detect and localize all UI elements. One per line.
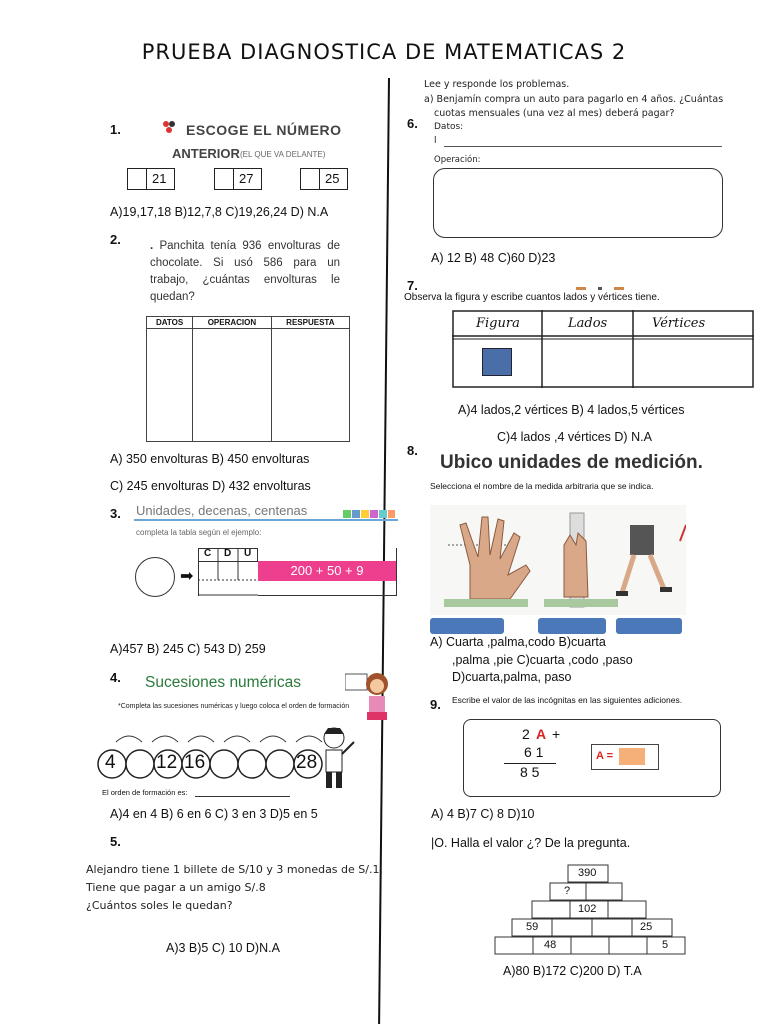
q7-header-vertices: Vértices xyxy=(652,316,706,331)
q1-box-1: 21 xyxy=(127,168,175,190)
q1-heading-2: ANTERIOR xyxy=(172,146,240,161)
q6-datos-line xyxy=(444,146,722,147)
q2-header-datos: DATOS xyxy=(147,317,193,329)
q8-images xyxy=(430,505,686,615)
q3-heading-underline xyxy=(134,519,398,521)
q9-number: 9. xyxy=(430,697,441,712)
q10-title: |O. Halla el valor ¿? De la pregunta. xyxy=(431,836,631,850)
q7-options-1: A)4 lados,2 vértices B) 4 lados,5 vértices xyxy=(458,403,685,417)
q8-options-1: A) Cuarta ,palma,codo B)cuarta xyxy=(430,635,606,649)
pyramid-cell: 102 xyxy=(578,903,597,915)
colorful-letters-icon xyxy=(343,506,395,516)
q3-options: A)457 B) 245 C) 543 D) 259 xyxy=(110,642,266,656)
q7-header-figura: Figura xyxy=(476,316,520,331)
q3-instruction: completa la tabla según el ejemplo: xyxy=(136,528,262,537)
q8-answer-button-2[interactable] xyxy=(538,618,606,634)
q8-options-3: D)cuarta,palma, paso xyxy=(452,670,572,684)
q6-datos: Datos: xyxy=(434,122,464,132)
q8-answer-button-3[interactable] xyxy=(616,618,682,634)
q5-line-3: ¿Cuántos soles le quedan? xyxy=(86,899,233,912)
q4-number: 4. xyxy=(110,670,121,685)
q1-number: 1. xyxy=(110,122,121,137)
q5-line-2: Tiene que pagar a un amigo S/.8 xyxy=(86,881,266,894)
q3-heading: Unidades, decenas, centenas xyxy=(136,503,308,518)
q9-instruction: Escribe el valor de las incógnitas en las siguientes adiciones. xyxy=(452,695,683,705)
pinwheel-icon xyxy=(162,120,176,134)
q1-heading-note: (EL QUE VA DELANTE) xyxy=(240,150,326,159)
q8-options-2: ,palma ,pie C)cuarta ,codo ,paso xyxy=(452,653,633,667)
q6-text-1: a) Benjamín compra un auto para pagarlo en 4 años. ¿Cuántas xyxy=(424,94,724,105)
q6-operacion: Operación: xyxy=(434,155,481,165)
column-divider xyxy=(378,78,390,1024)
q4-order-line xyxy=(195,796,290,797)
q7-options-2: C)4 lados ,4 vértices D) N.A xyxy=(497,430,652,444)
q5-number: 5. xyxy=(110,834,121,849)
q8-instruction: Selecciona el nombre de la medida arbitraria que se indica. xyxy=(430,481,654,491)
pyramid-cell: ? xyxy=(564,885,571,897)
q9-panel: 2 A + 6 1 8 5 A = xyxy=(463,719,721,797)
q8-answer-button-1[interactable] xyxy=(430,618,504,634)
q10-options: A)80 B)172 C)200 D) T.A xyxy=(503,964,642,978)
seq-item: 4 xyxy=(105,752,116,773)
q3-place-value-table: C D U xyxy=(198,548,258,596)
q4-order-label: El orden de formación es: xyxy=(102,788,188,797)
seq-item: 28 xyxy=(296,752,318,773)
q3-circle xyxy=(135,557,175,597)
q9-answer-box[interactable]: A = xyxy=(591,744,659,770)
q6-number: 6. xyxy=(407,116,418,131)
q1-box-2: 27 xyxy=(214,168,262,190)
q7-header-lados: Lados xyxy=(568,316,608,331)
q5-line-1: Alejandro tiene 1 billete de S/10 y 3 monedas de S/.1. xyxy=(86,863,383,876)
pirate-illustration-icon xyxy=(312,724,358,794)
pyramid-cell: 390 xyxy=(578,867,597,879)
pyramid-cell: 5 xyxy=(662,939,669,951)
seq-item: 12 xyxy=(156,752,178,773)
q10-pyramid xyxy=(494,864,686,958)
pyramid-cell: 59 xyxy=(526,921,539,933)
q7-table xyxy=(452,310,754,388)
q2-text: . Panchita tenía 936 envolturas de chocolate. Si usó 586 para un trabajo, ¿cuántas envolturas le quedan? xyxy=(150,240,340,303)
q9-options: A) 4 B)7 C) 8 D)10 xyxy=(431,807,535,821)
arrow-right-icon: ➡ xyxy=(180,568,194,585)
q7-instruction: Observa la figura y escribe cuantos lados y vértices tiene. xyxy=(404,292,660,303)
q3-example-bar: 200 + 50 + 9 xyxy=(258,561,396,581)
q7-decoration xyxy=(576,277,624,280)
q2-header-respuesta: RESPUESTA xyxy=(271,317,349,329)
q1-heading: ESCOGE EL NÚMERO xyxy=(186,122,342,138)
q6-operation-box[interactable] xyxy=(433,168,723,238)
q2-number: 2. xyxy=(110,232,121,247)
q4-options: A)4 en 4 B) 6 en 6 C) 3 en 3 D)5 en 5 xyxy=(110,807,318,821)
page-title: PRUEBA DIAGNOSTICA DE MATEMATICAS 2 xyxy=(141,40,627,64)
q4-heading: Sucesiones numéricas xyxy=(145,674,301,691)
q3-table-edge xyxy=(396,548,397,596)
pyramid-cell: 25 xyxy=(640,921,653,933)
q1-box-3: 25 xyxy=(300,168,348,190)
q2-header-operacion: OPERACION xyxy=(193,317,272,329)
pyramid-cell: 48 xyxy=(544,939,557,951)
q3-answer-line xyxy=(258,595,396,596)
q4-instruction: *Completa las sucesiones numéricas y luego coloca el orden de formación xyxy=(118,703,350,710)
q8-heading: Ubico unidades de medición. xyxy=(440,452,703,473)
q6-options: A) 12 B) 48 C)60 D)23 xyxy=(431,251,556,265)
q2-options-1: A) 350 envolturas B) 450 envolturas xyxy=(110,452,310,466)
q5-options: A)3 B)5 C) 10 D)N.A xyxy=(166,941,280,955)
q6-intro: Lee y responde los problemas. xyxy=(424,79,570,90)
seq-item: 16 xyxy=(184,752,206,773)
girl-illustration-icon xyxy=(345,668,393,726)
q6-text-2: cuotas mensuales (una vez al mes) deberá pagar? xyxy=(434,108,675,119)
q2-options-2: C) 245 envolturas D) 432 envolturas xyxy=(110,479,311,493)
q2-table xyxy=(146,316,350,442)
q3-number: 3. xyxy=(110,506,121,521)
q8-number: 8. xyxy=(407,443,418,458)
q1-options: A)19,17,18 B)12,7,8 C)19,26,24 D) N.A xyxy=(110,205,329,219)
square-shape-icon xyxy=(482,348,512,376)
q6-datos-mark: l xyxy=(434,136,437,146)
q7-number: 7. xyxy=(407,278,418,293)
